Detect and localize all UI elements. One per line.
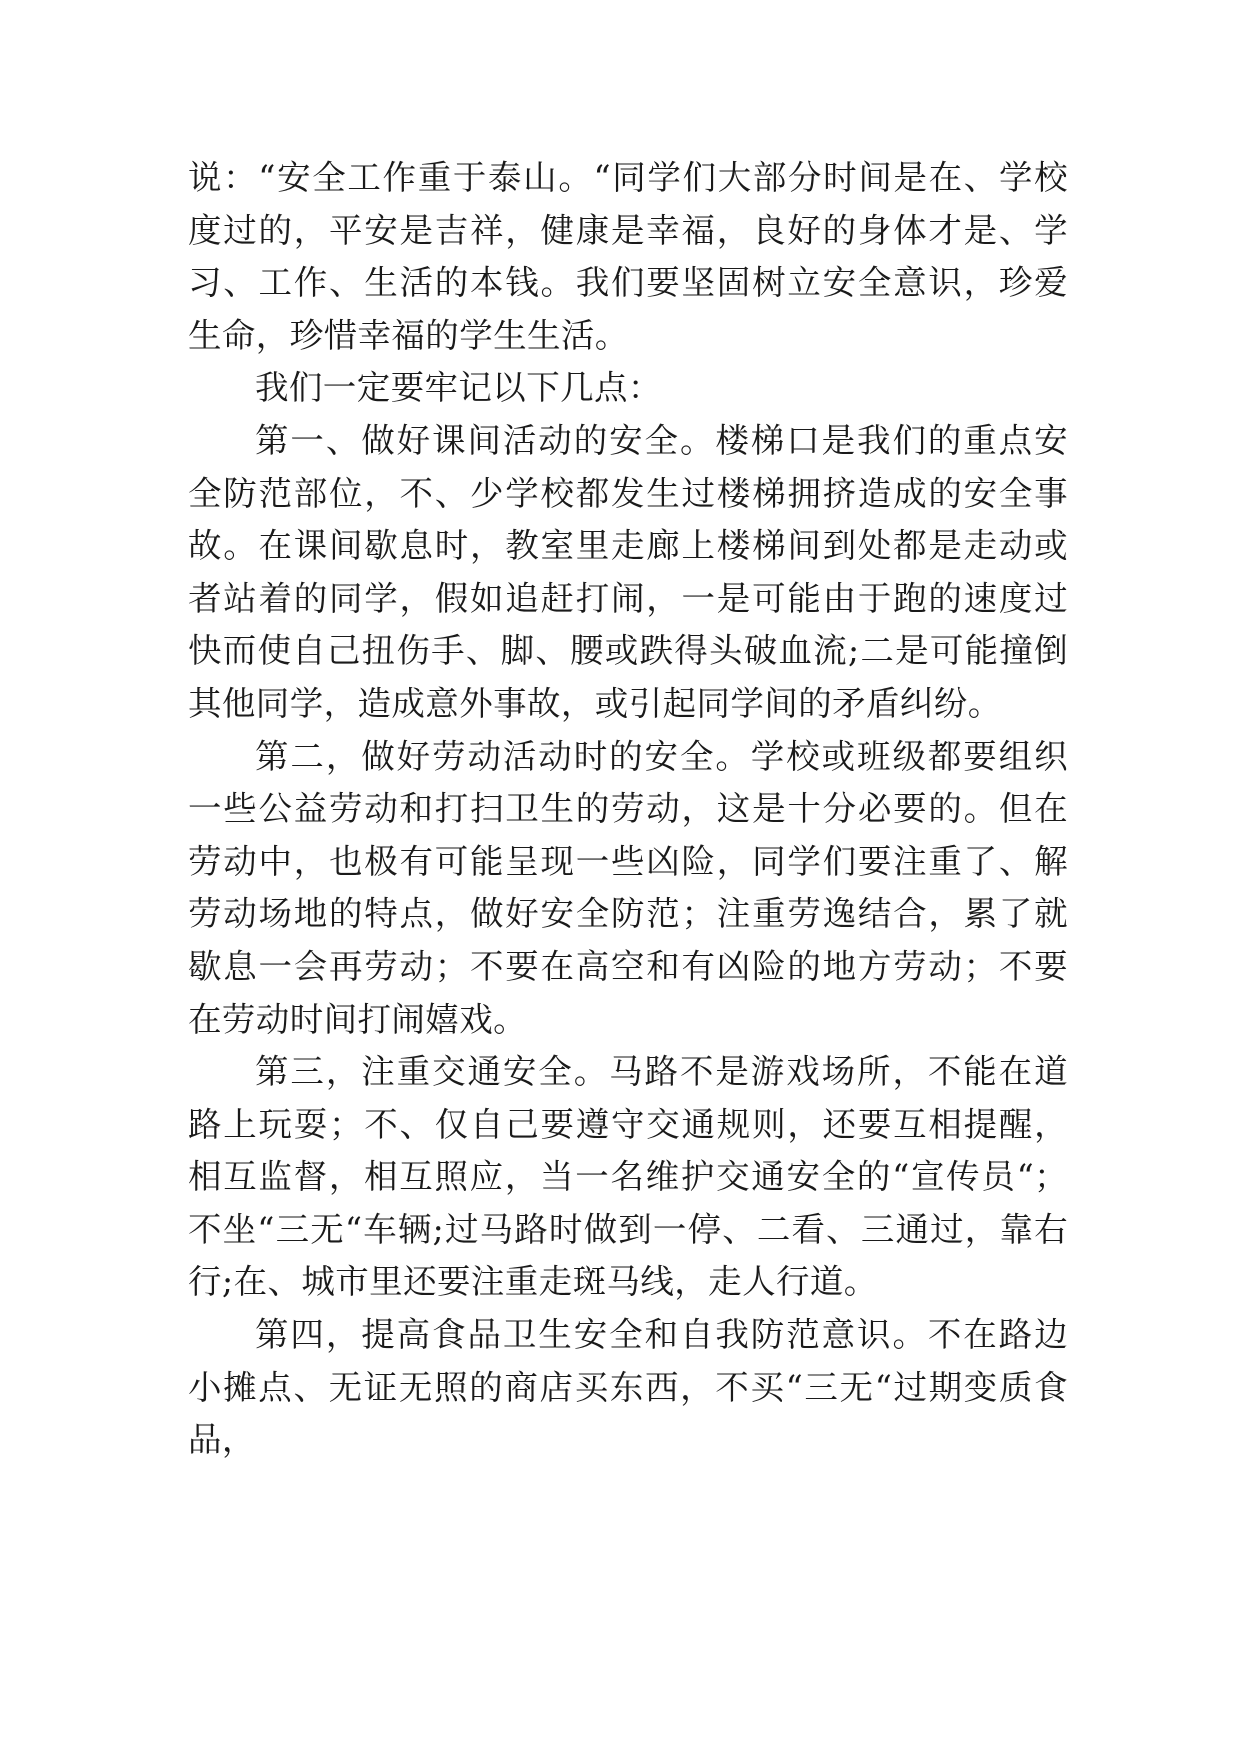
body-text [188,152,1068,1467]
paragraph: 第一、做好课间活动的安全。楼梯口是我们的重点安全防范部位，不、少学校都发生过楼梯拥挤造成的安全事故。在课间歇息时，教室里走廊上楼梯间到处都是走动或者站着的同学，假如追赶打闹，一是可能由于跑的速度过快而使自己扭伤手、脚、腰或跌得头破血流;二是可能撞倒其他同学，造成意外事故，或引起同学间的矛盾纠纷。 [188,420,1068,723]
paragraph: 说：“安全工作重于泰山。“同学们大部分时间是在、学校度过的，平安是吉祥，健康是幸福，良好的身体才是、学习、工作、生活的本钱。我们要坚固树立安全意识，珍爱生命，珍惜幸福的学生生活。 [188,158,1068,355]
paragraph: 我们一定要牢记以下几点： [255,368,662,408]
paragraph: 第四，提高食品卫生安全和自我防范意识。不在路边小摊点、无证无照的商店买东西，不买“三无“过期变质食品， [188,1315,1068,1460]
paragraph: 第二，做好劳动活动时的安全。学校或班级都要组织一些公益劳动和打扫卫生的劳动，这是十分必要的。但在劳动中，也极有可能呈现一些凶险，同学们要注重了、解劳动场地的特点，做好安全防范；注重劳逸结合，累了就歇息一会再劳动；不要在高空和有凶险的地方劳动；不要在劳动时间打闹嬉戏。 [188,736,1068,1039]
paragraph: 第三，注重交通安全。马路不是游戏场所，不能在道路上玩耍；不、仅自己要遵守交通规则，还要互相提醒，相互监督，相互照应，当一名维护交通安全的“宣传员“；不坐“三无“车辆;过马路时做到一停、二看、三通过，靠右行;在、城市里还要注重走斑马线，走人行道。 [188,1052,1068,1302]
